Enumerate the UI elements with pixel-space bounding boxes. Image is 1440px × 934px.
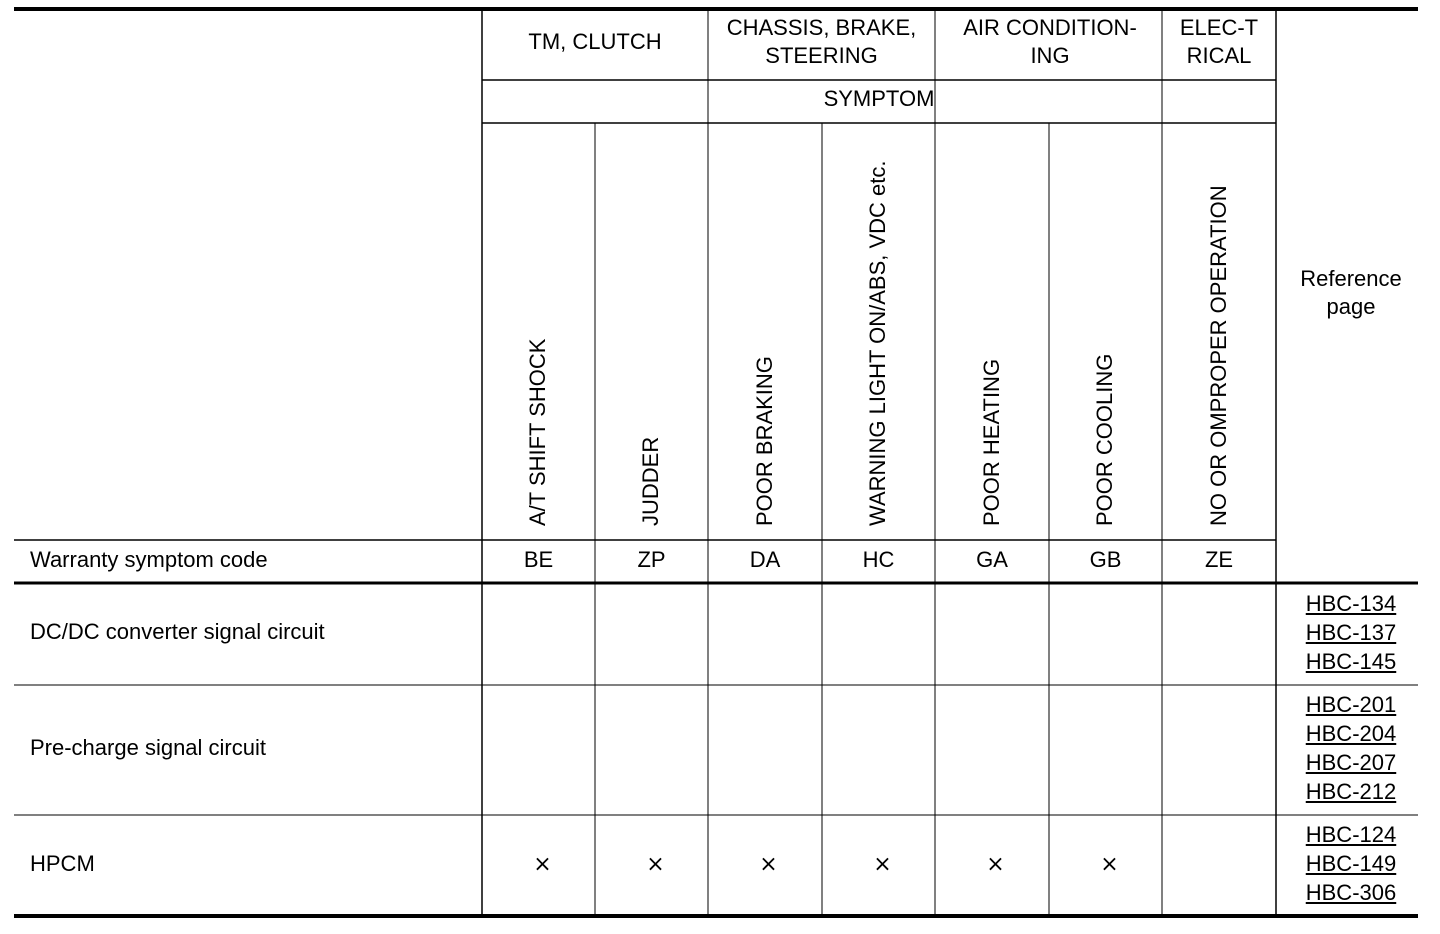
group-header-chassis: CHASSIS, BRAKE, STEERING (726, 15, 917, 68)
check-mark: × (759, 852, 778, 877)
reference-link[interactable]: HBC-145 (1305, 649, 1397, 674)
group-header-tm-clutch: TM, CLUTCH (528, 29, 662, 54)
check-mark: × (873, 852, 892, 877)
symptom-code: DA (749, 547, 781, 572)
group-header-air-conditioning: AIR CONDITION-ING (963, 15, 1137, 68)
reference-page-header: Reference page (1300, 266, 1402, 319)
symptom-code: GB (1089, 547, 1122, 572)
check-mark: × (986, 852, 1005, 877)
symptom-label: JUDDER (638, 436, 663, 526)
symptom-code: ZP (637, 547, 666, 572)
symptom-label: POOR BRAKING (752, 356, 777, 526)
reference-link[interactable]: HBC-204 (1305, 721, 1397, 746)
symptom-code: ZE (1204, 547, 1234, 572)
reference-link[interactable]: HBC-306 (1305, 880, 1397, 905)
reference-link[interactable]: HBC-149 (1305, 851, 1397, 876)
row-label-hpcm: HPCM (30, 851, 95, 876)
reference-link[interactable]: HBC-201 (1305, 692, 1397, 717)
symptom-code: GA (976, 547, 1008, 572)
reference-link[interactable]: HBC-207 (1305, 750, 1397, 775)
row-label-pre-charge: Pre-charge signal circuit (30, 735, 266, 760)
reference-links (1286, 589, 1416, 676)
check-mark: × (533, 852, 552, 877)
row-label-dcdc-converter: DC/DC converter signal circuit (30, 619, 325, 644)
symptom-code: BE (523, 547, 554, 572)
symptom-label: WARNING LIGHT ON/ABS, VDC etc. (865, 160, 890, 526)
symptom-header: SYMPTOM (823, 86, 935, 111)
warranty-code-label: Warranty symptom code (30, 547, 268, 572)
symptom-label: POOR COOLING (1092, 353, 1117, 526)
reference-links (1286, 690, 1416, 806)
symptom-label: POOR HEATING (979, 358, 1004, 526)
symptom-label: NO OR OMPROPER OPERATION (1206, 185, 1231, 526)
reference-link[interactable]: HBC-134 (1305, 591, 1397, 616)
check-mark: × (1100, 852, 1119, 877)
symptom-code: HC (862, 547, 895, 572)
group-header-electrical: ELEC-TRICAL (1179, 15, 1259, 68)
check-mark: × (646, 852, 665, 877)
reference-link[interactable]: HBC-137 (1305, 620, 1397, 645)
reference-link[interactable]: HBC-212 (1305, 779, 1397, 804)
reference-links (1286, 820, 1416, 907)
reference-link[interactable]: HBC-124 (1305, 822, 1397, 847)
symptom-label: A/T SHIFT SHOCK (525, 338, 550, 526)
